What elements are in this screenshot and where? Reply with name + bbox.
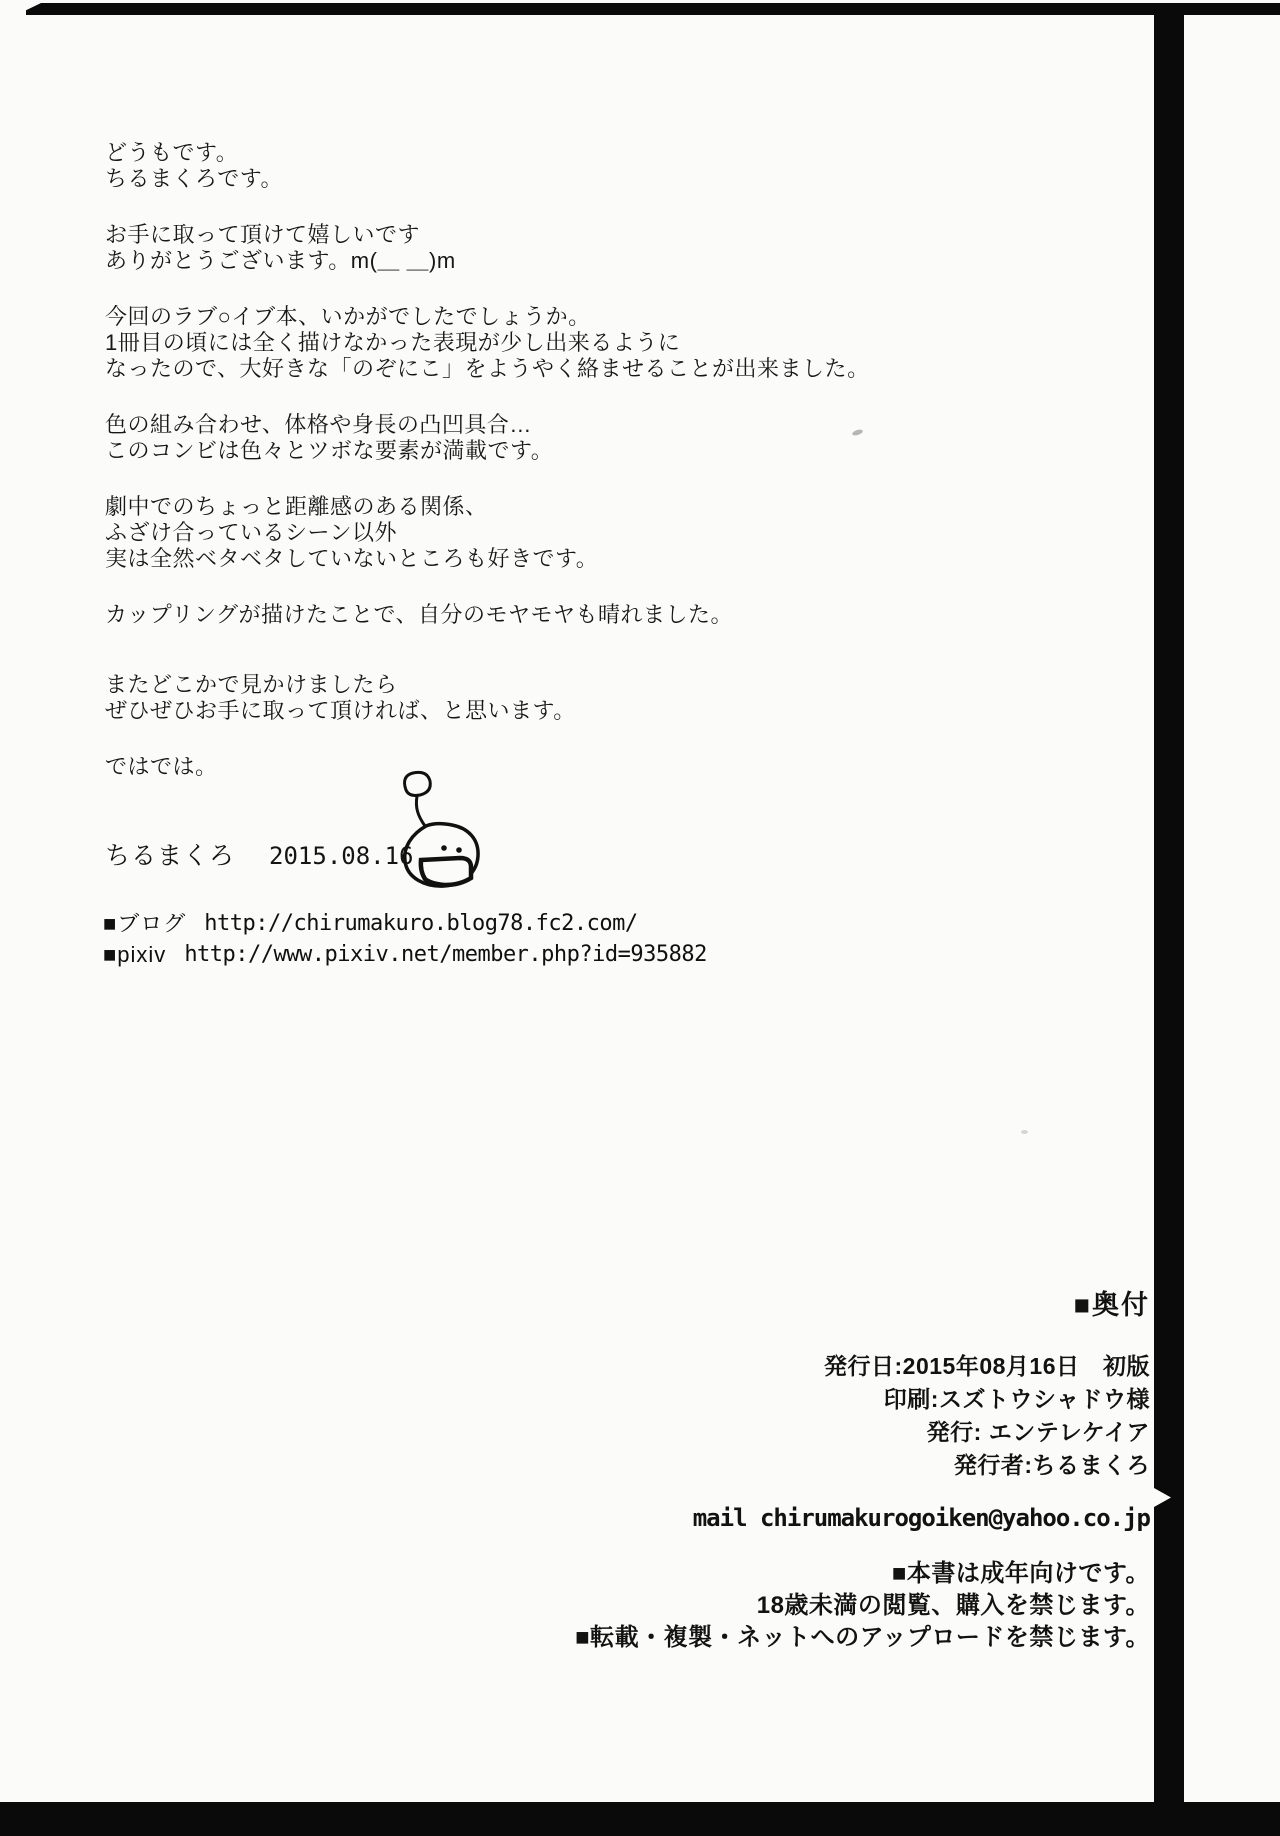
text-line: 色の組み合わせ、体格や身長の凸凹具合… [105, 412, 532, 437]
paragraph [105, 412, 965, 464]
text-line: お手に取って頂けて嬉しいです [105, 222, 421, 247]
colophon [530, 1283, 1150, 1654]
text-line: 劇中でのちょっと距離感のある関係、 [105, 494, 488, 519]
paragraph [105, 602, 965, 628]
publication-date-line: 発行日:2015年08月16日 初版 [824, 1353, 1150, 1379]
paragraph [105, 494, 965, 572]
printer-line: 印刷:スズトウシャドウ様 [883, 1386, 1150, 1412]
text-line: 1冊目の頃には全く描けなかった表現が少し出来るように [105, 330, 681, 355]
colophon-heading: ■奥付 [1073, 1290, 1150, 1320]
publisher-line: 発行: エンテレケイア [926, 1419, 1150, 1445]
adult-notice-line: ■本書は成年向けです。 [891, 1560, 1150, 1587]
pixiv-label: ■pixiv [103, 942, 167, 967]
text-line: ではでは。 [105, 754, 218, 779]
blog-url: http://chirumakuro.blog78.fc2.com/ [204, 911, 638, 936]
paragraph [105, 672, 965, 724]
text-line: ふざけ合っているシーン以外 [105, 520, 398, 545]
contact-mail-line: mail chirumakurogoiken@yahoo.co.jp [692, 1504, 1150, 1532]
pixiv-url: http://www.pixiv.net/member.php?id=935882 [184, 942, 707, 967]
link-list [103, 908, 707, 970]
text-line: どうもです。 [105, 140, 239, 165]
text-line: ぜひぜひお手に取って頂ければ、と思います。 [105, 698, 576, 723]
signature-name: ちるまくろ [105, 842, 236, 870]
colophon-notices [530, 1558, 1150, 1654]
signature-date: 2015.08.16 [269, 842, 414, 870]
pixiv-link-row [103, 939, 707, 970]
afterword-text [105, 140, 965, 810]
paragraph [105, 140, 965, 192]
paragraph [105, 222, 965, 274]
text-line: なったので、大好きな「のぞにこ」をようやく絡ませることが出来ました。 [105, 356, 870, 381]
text-line: またどこかで見かけましたら [105, 672, 398, 697]
author-line: 発行者:ちるまくろ [953, 1452, 1150, 1478]
text-line: ちるまくろです。 [105, 166, 284, 191]
chirumakuro-mascot-doodle-icon [390, 768, 490, 901]
text-line: 実は全然ベタベタしていないところも好きです。 [105, 546, 599, 571]
scan-noise-speck [1021, 1130, 1028, 1134]
no-repost-notice-line: ■転載・複製・ネットへのアップロードを禁じます。 [575, 1624, 1150, 1651]
scan-right-edge-strip [1154, 10, 1184, 1836]
colophon-lines [530, 1350, 1150, 1482]
text-line: カップリングが描けたことで、自分のモヤモヤも晴れました。 [105, 602, 734, 627]
blog-label: ■ブログ [103, 911, 187, 936]
blog-link-row [103, 908, 707, 939]
text-line: このコンビは色々とツボな要素が満載です。 [105, 438, 554, 463]
scan-top-edge-bar [26, 3, 1280, 15]
paragraph [105, 754, 965, 780]
age-restriction-line: 18歳未満の閲覧、購入を禁じます。 [756, 1592, 1150, 1619]
scan-bottom-edge-bar [0, 1802, 1280, 1836]
paragraph [105, 304, 965, 382]
text-line: 今回のラブ○イブ本、いかがでしたでしょうか。 [105, 304, 591, 329]
text-line: ありがとうございます。m(＿ ＿)m [105, 248, 456, 273]
signature [105, 836, 414, 872]
